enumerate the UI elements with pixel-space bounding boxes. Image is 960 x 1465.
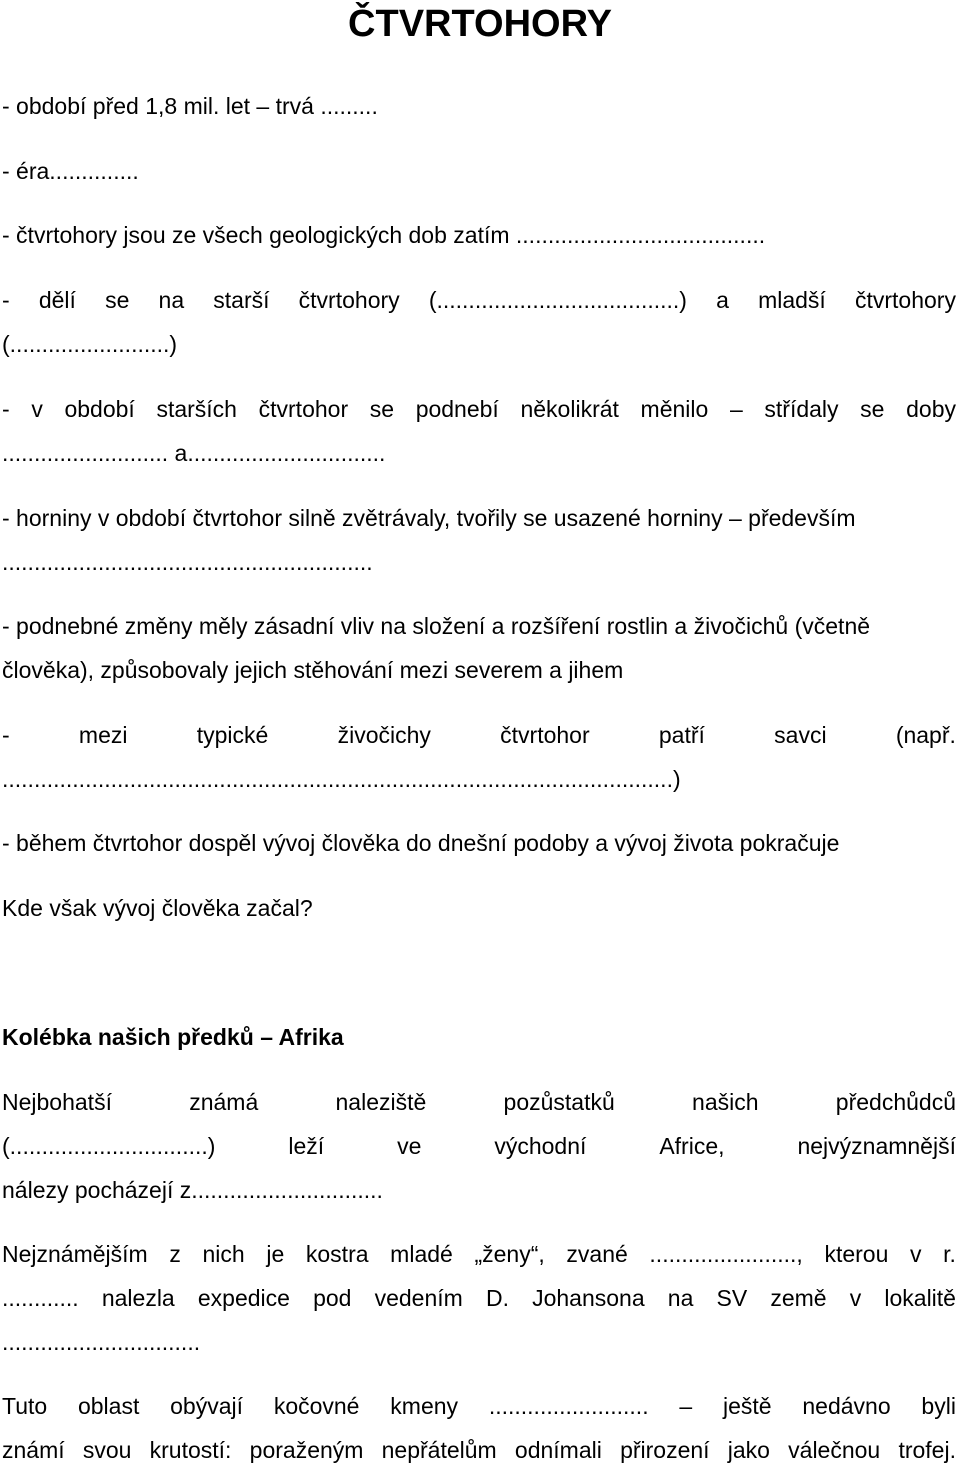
text-line-human: - během čtvrtohor dospěl vývoj člověka do dnešní podoby a vývoj života pokračuje (2, 830, 840, 856)
text-line-division-cont: (.........................) (2, 331, 178, 357)
text-line-duration: - čtvrtohory jsou ze všech geologických dob zatím ....................................... (2, 222, 766, 248)
text-line-division: - dělí se na starší čtvrtohory (......................................) a mladší čtvrtohory (2, 287, 956, 313)
section-heading: Kolébka našich předků – Afrika (2, 1024, 344, 1050)
page-title: ČTVRTOHORY (348, 3, 612, 45)
text-line-question: Kde však vývoj člověka začal? (2, 895, 313, 921)
text-line-climate: - v období starších čtvrtohor se podnebí několikrát měnilo – střídaly se doby (2, 396, 956, 422)
text-line-expedition: ............ nalezla expedice pod vedením D. Johansona na SV země v lokalitě (2, 1285, 956, 1311)
text-line-sites: Nejbohatší známá naleziště pozůstatků našich předchůdců (2, 1089, 956, 1115)
text-line-changes: - podnebné změny měly zásadní vliv na složení a rozšíření rostlin a živočichů (včetně (2, 613, 871, 639)
text-line-animals: - mezi typické živočichy čtvrtohor patří savci (např. (2, 722, 956, 748)
text-line-tribes: Tuto oblast obývají kočovné kmeny ......................... – ještě nedávno byli (2, 1393, 956, 1419)
text-line-period: - období před 1,8 mil. let – trvá ......... (2, 93, 378, 119)
text-line-locality: ............................... (2, 1329, 201, 1355)
text-line-rocks-cont: .......................................................... (2, 549, 373, 575)
text-line-changes-cont: člověka), způsobovaly jejich stěhování mezi severem a jihem (2, 657, 624, 683)
text-line-trophy: známí svou krutostí: poraženým nepřátelům odnímali přirození jako válečnou trofej. (2, 1437, 956, 1463)
text-line-finds: nálezy pocházejí z.............................. (2, 1177, 383, 1203)
text-line-sites-cont: (...............................) leží ve východní Africe, nejvýznamnější (2, 1133, 956, 1159)
text-line-climate-cont: .......................... a............................... (2, 440, 386, 466)
text-line-rocks: - horniny v období čtvrtohor silně zvětrávaly, tvořily se usazené horniny – především (2, 505, 856, 531)
text-line-animals-cont: .........................................................................................................) (2, 766, 681, 792)
text-line-era: - éra.............. (2, 158, 139, 184)
text-line-skeleton: Nejznámějším z nich je kostra mladé „ženy“, zvané ......................., kterou v r. (2, 1241, 956, 1267)
